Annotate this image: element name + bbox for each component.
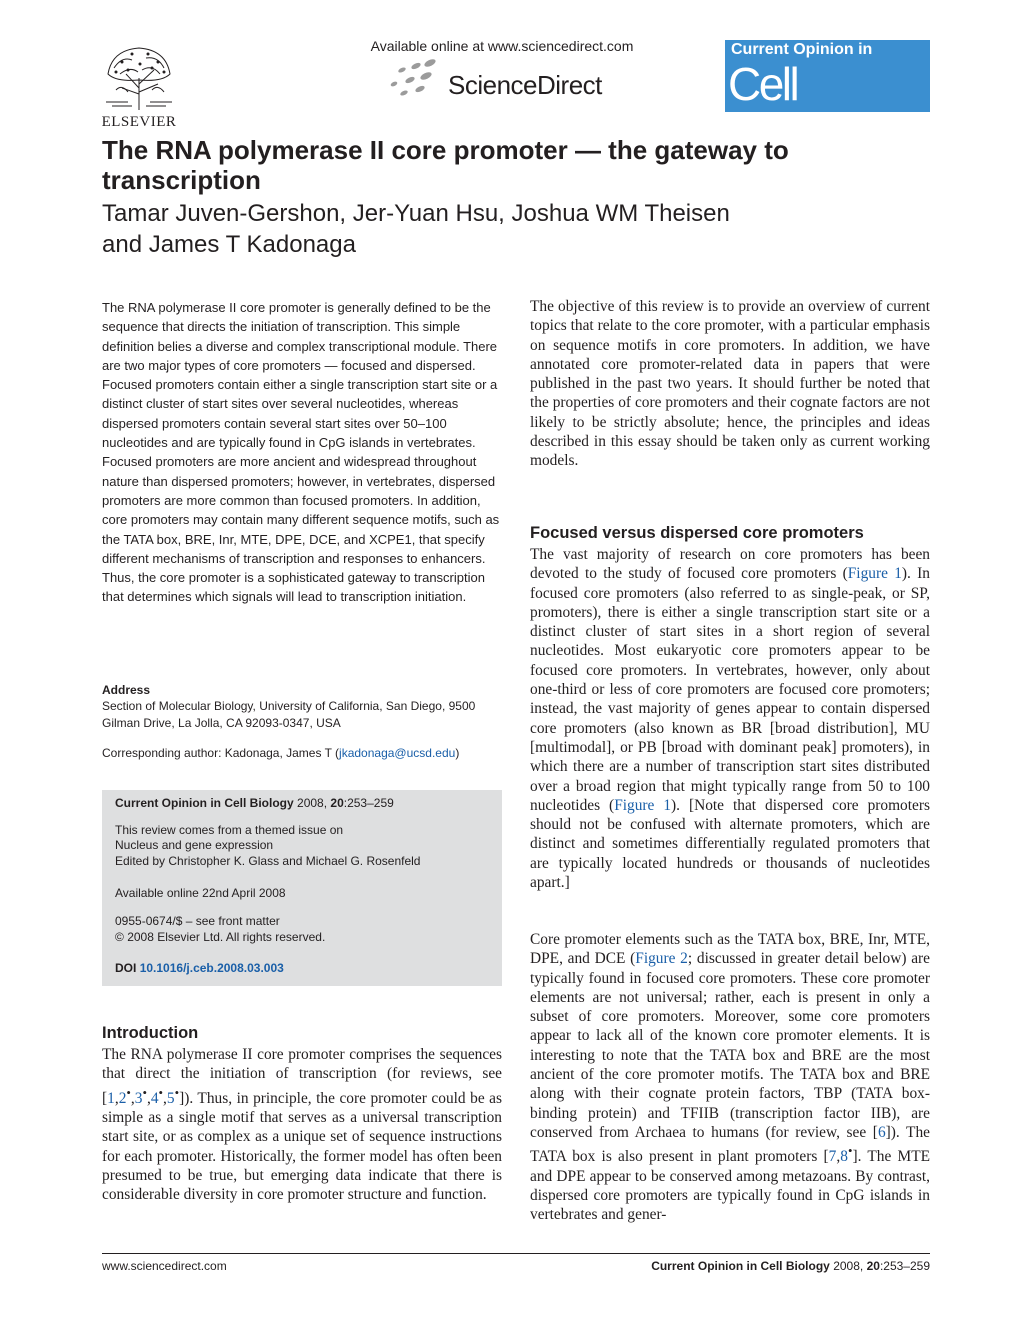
journal-banner-top: Current Opinion in <box>731 41 873 58</box>
doi-line <box>115 961 284 975</box>
introduction-heading: Introduction <box>102 1024 199 1042</box>
footer-year: 2008, <box>833 1259 864 1273</box>
introduction-paragraph: The RNA polymerase II core promoter comprises the sequences that direct the initiation of transcription (for reviews, see [1,2•,3•,4•,5•]). Thus, in principle, the core promoter could be as simple as a single motif that serves as a universal transcription start site, or as complex as a unique set of sequence instructions for each promoter. Historically, the former model has often been presumed to be true, but emerging data indicate that there is considerable diversity in core promoter structure and function. <box>102 1046 502 1204</box>
focused-paragraph-1: The vast majority of research on core promoters has been devoted to the study of focused core promoters (Figure 1). In focused core promoters (also referred to as single-peak, or SP, promoters), there is either a single transcription start site or a distinct cluster of start sites in a short region of several nucleotides. Most eukaryotic core promoters appear to be focused core promoters. In vertebrates, however, only about one-third or less of core promoters are focused core promoters; instead, the vast majority of genes appear to contain dispersed core promoters (also known as BR [broad distribution], MU [multimodal], or PB [broad with dominant peak] promoters), in which there are a number of transcription start sites distributed over a broad region that might typically range from 50 to 100 nucleotides (Figure 1). [Note that dispersed core promoters should not be confused with alternate promoters, which are distinct and sometimes differentially regulated promoters that are typically located hundreds or thousands of nucleotides apart.] <box>530 546 930 892</box>
sciencedirect-dots-icon <box>386 58 446 100</box>
figure-1-link[interactable]: Figure 1 <box>847 565 902 583</box>
sciencedirect-logo[interactable] <box>386 58 626 100</box>
ref-link-2[interactable]: 2 <box>118 1089 127 1107</box>
focused-section-heading: Focused versus dispersed core promoters <box>530 524 864 542</box>
article-title: The RNA polymerase II core promoter — the gateway to transcription <box>102 135 789 195</box>
bullet-icon: • <box>142 1085 147 1100</box>
publisher-name: ELSEVIER <box>101 114 177 130</box>
doi-link[interactable]: 10.1016/j.ceb.2008.03.003 <box>139 961 284 975</box>
ref-link-1[interactable]: 1 <box>107 1089 115 1107</box>
figure-2-link[interactable]: Figure 2 <box>635 950 688 968</box>
ref-link-3[interactable]: 3 <box>134 1089 143 1107</box>
themed-line-2: Nucleus and gene expression <box>115 838 274 852</box>
figure-1-link[interactable]: Figure 1 <box>614 796 672 814</box>
citation-year: 2008, <box>297 796 328 810</box>
bullet-icon: • <box>847 1144 853 1159</box>
footer-journal: Current Opinion in Cell Biology <box>651 1259 830 1273</box>
citation-pages: :253–259 <box>343 796 394 810</box>
footer-citation <box>560 1259 930 1273</box>
themed-line-1: This review comes from a themed issue on <box>115 823 344 837</box>
elsevier-tree-icon <box>102 44 176 112</box>
bullet-icon: • <box>174 1085 180 1100</box>
ref-link-4[interactable]: 4 <box>150 1089 159 1107</box>
doi-label: DOI <box>115 961 137 975</box>
ref-link-7[interactable]: 7 <box>828 1148 837 1166</box>
footer-pages: :253–259 <box>879 1259 930 1273</box>
focused-paragraph-2: Core promoter elements such as the TATA box, BRE, Inr, MTE, DPE, and DCE (Figure 2; discussed in greater detail below) are typically found in focused core promoters. These core promoter elements are not universal; rather, each is present in only a subset of core promoters. Moreover, some core promoters appear to lack all of the known core promoter elements. It is interesting to note that the TATA box and BRE are the most ancient of the core promoter motifs. The TATA box and BRE along with their cognate protein factors, TBP (TATA box-binding protein) and TFIIB (transcription factor IIB), are conserved from Archaea to humans (for review, see [6]). The TATA box is also present in plant promoters [7,8•]. The MTE and DPE appear to be conserved among metazoans. By contrast, dispersed core promoters are typically found in CpG islands in vertebrates and gener- <box>530 931 930 1224</box>
address-line-2: Gilman Drive, La Jolla, CA 92093-0347, USA <box>102 716 341 730</box>
citation-journal: Current Opinion in Cell Biology <box>115 796 294 810</box>
footer-volume: 20 <box>866 1259 880 1273</box>
copyright-icon: © <box>115 930 124 944</box>
bullet-icon: • <box>126 1085 131 1100</box>
info-box <box>102 790 502 986</box>
issn-line: 0955-0674/$ – see front matter <box>115 914 280 928</box>
abstract: The RNA polymerase II core promoter is generally defined to be the sequence that directs the initiation of transcription. This simple definition belies a diverse and complex transcriptional module. There are two major types of core promoters — focused and dispersed. Focused promoters contain either a single transcription start site or a distinct cluster of start sites over several nucleotides, whereas dispersed promoters contain several start sites over 50–100 nucleotides and are typically found in CpG islands in vertebrates. Focused promoters are more ancient and widespread throughout nature than dispersed promoters; however, in vertebrates, dispersed promoters are more common than focused promoters. In addition, core promoters may contain many different sequence motifs, such as the TATA box, BRE, Inr, MTE, DPE, DCE, and XCPE1, that specify different mechanisms of transcription and responses to enhancers. Thus, the core promoter is a sophisticated gateway to transcription that determines which signals will lead to transcription initiation. <box>102 300 500 605</box>
copyright-text: 2008 Elsevier Ltd. All rights reserved. <box>127 930 326 944</box>
ref-link-8[interactable]: 8 <box>840 1148 848 1166</box>
footer-rule <box>102 1253 930 1254</box>
address-body <box>102 698 507 732</box>
sciencedirect-wordmark: ScienceDirect <box>448 70 602 100</box>
available-online-date: Available online 22nd April 2008 <box>115 886 286 900</box>
bullet-icon: • <box>158 1085 164 1100</box>
address-line-1: Section of Molecular Biology, University of California, San Diego, 9500 <box>102 699 476 713</box>
elsevier-logo <box>98 44 180 132</box>
corresponding-suffix: ) <box>455 746 460 760</box>
authors-line-2: and James T Kadonaga <box>102 231 356 258</box>
citation-volume: 20 <box>330 796 344 810</box>
editors-line: Edited by Christopher K. Glass and Michael G. Rosenfeld <box>115 854 421 868</box>
article-authors <box>102 198 862 260</box>
copyright-line <box>115 930 325 944</box>
ref-link-6[interactable]: 6 <box>877 1123 886 1141</box>
objective-paragraph: The objective of this review is to provide an overview of current topics that relate to the core promoter, with a particular emphasis on sequence motifs in core promoters. In addition, we have annotated core promoter-related data in papers that were published in the past two years. It should further be noted that the properties of core promoters and their cognate factors are not likely to be strictly absolute; hence, the principles and ideas described in this essay should be taken only as current working models. <box>530 298 930 470</box>
address-heading: Address <box>102 683 151 697</box>
email-link[interactable]: jkadonaga@ucsd.edu <box>339 746 456 760</box>
journal-banner <box>725 40 930 162</box>
authors-line-1: Tamar Juven-Gershon, Jer-Yuan Hsu, Joshua WM Theisen <box>102 200 730 227</box>
ref-link-5[interactable]: 5 <box>166 1089 175 1107</box>
citation-line <box>115 796 394 810</box>
corresponding-prefix: Corresponding author: Kadonaga, James T ( <box>102 746 340 760</box>
journal-banner-bottom: Cell Biology <box>728 58 862 162</box>
footer-website[interactable]: www.sciencedirect.com <box>102 1259 227 1273</box>
available-online-text: Available online at www.sciencedirect.com <box>370 38 634 54</box>
corresponding-author <box>102 746 507 760</box>
